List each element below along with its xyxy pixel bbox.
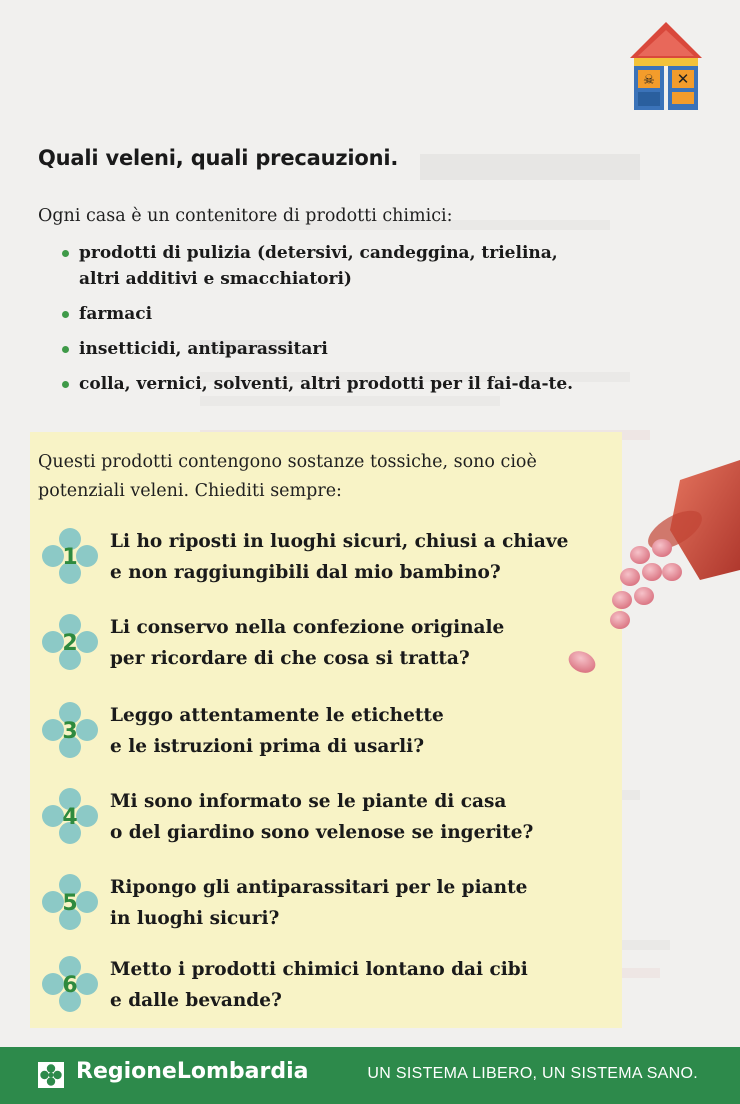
question-line-2: o del giardino sono velenose se ingerite? [110, 822, 534, 843]
question-text [110, 872, 600, 934]
bullet-dot-icon [62, 381, 69, 388]
brand-name: RegioneLombardia [76, 1059, 309, 1084]
question-number: 1 [62, 545, 78, 570]
question-item [40, 612, 600, 692]
bullet-dot-icon [62, 311, 69, 318]
question-number: 5 [62, 891, 78, 916]
svg-text:✕: ✕ [676, 70, 690, 88]
clover-number-icon [40, 612, 100, 672]
question-number: 4 [62, 805, 78, 830]
question-line-1: Mi sono informato se le piante di casa [110, 791, 507, 812]
question-line-2: per ricordare di che cosa si tratta? [110, 648, 470, 669]
question-line-1: Ripongo gli antiparassitari per le piante [110, 877, 528, 898]
question-number: 2 [62, 631, 78, 656]
page-title: Quali veleni, quali precauzioni. [38, 146, 399, 170]
question-item [40, 872, 600, 952]
question-item [40, 786, 600, 866]
list-item-text: farmaci [79, 304, 153, 324]
question-line-1: Li conservo nella confezione originale [110, 617, 505, 638]
product-list [60, 240, 600, 406]
footer-bar [0, 1047, 740, 1104]
question-item [40, 526, 600, 606]
list-item [60, 240, 600, 292]
regione-cross-icon [38, 1062, 64, 1088]
question-line-2: e le istruzioni prima di usarli? [110, 736, 425, 757]
clover-number-icon [40, 954, 100, 1014]
question-text [110, 700, 600, 762]
question-line-2: in luoghi sicuri? [110, 908, 280, 929]
footer-tagline: UN SISTEMA LIBERO, UN SISTEMA SANO. [367, 1065, 698, 1082]
question-text [110, 612, 600, 674]
intro-text: Ogni casa è un contenitore di prodotti chimici: [38, 206, 453, 226]
clover-number-icon [40, 872, 100, 932]
subintro-text: Questi prodotti contengono sostanze tossiche, sono cioè potenziali veleni. Chiediti sempre: [38, 452, 537, 501]
question-item [40, 700, 600, 780]
house-pictogram-icon [628, 20, 704, 112]
clover-number-icon [40, 526, 100, 586]
clover-number-icon [40, 786, 100, 846]
list-item-text: prodotti di pulizia (detersivi, candeggina, trielina, altri additivi e smacchiatori) [79, 243, 558, 289]
question-line-2: e dalle bevande? [110, 990, 282, 1011]
question-line-1: Li ho riposti in luoghi sicuri, chiusi a chiave [110, 531, 569, 552]
question-text [110, 954, 600, 1016]
bullet-dot-icon [62, 250, 69, 257]
question-number: 6 [62, 973, 78, 998]
question-item [40, 954, 600, 1034]
list-item-text: colla, vernici, solventi, altri prodotti per il fai-da-te. [79, 374, 574, 394]
svg-text:☠: ☠ [643, 73, 655, 88]
question-line-2: e non raggiungibili dal mio bambino? [110, 562, 501, 583]
question-line-1: Leggo attentamente le etichette [110, 705, 444, 726]
list-item [60, 371, 600, 397]
question-line-1: Metto i prodotti chimici lontano dai cibi [110, 959, 528, 980]
clover-number-icon [40, 700, 100, 760]
list-item [60, 301, 600, 327]
question-text [110, 526, 600, 588]
question-number: 3 [62, 719, 78, 744]
question-text [110, 786, 600, 848]
bullet-dot-icon [62, 346, 69, 353]
list-item [60, 336, 600, 362]
list-item-text: insetticidi, antiparassitari [79, 339, 328, 359]
